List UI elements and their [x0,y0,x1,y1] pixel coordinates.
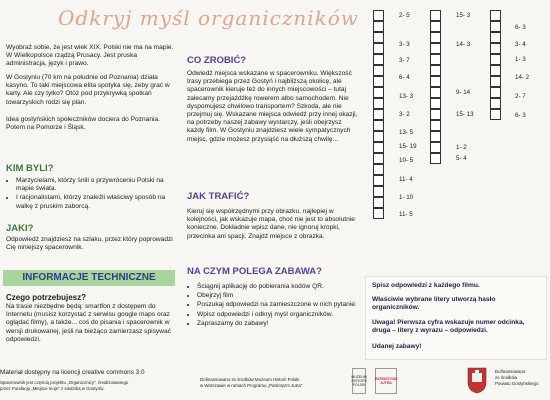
gostyn-text: W Gostyniu (70 km na południe od Poznania) działa kasyno. To taki miejscowa elita spotyka się, żeby grać w karty. Ale czy tylko? Otóż pod przykrywką spotkań towarzyskich rodzi się plan. [6,74,170,106]
list-item: • Zapraszamy do zabawy! [197,320,365,328]
cell-label: 1- 2 [456,144,467,151]
answer-cell[interactable] [430,54,441,65]
answer-cell[interactable] [490,43,501,54]
answer-cell[interactable] [430,142,441,153]
cell-label: 15- 13 [456,111,474,118]
answer-cell[interactable] [430,32,441,43]
answer-cell[interactable] [430,120,441,131]
cell-label: 3- 3 [399,41,410,48]
cell-label: 13- 3 [399,93,414,100]
cell-label: 3- 7 [399,57,410,64]
answer-cell[interactable] [373,109,384,120]
cell-label: 5- 4 [456,155,467,162]
powiat-note: Dofinansowano [495,369,526,374]
jaki-heading: JAKI? [6,223,34,234]
cell-label: 2- 7 [515,93,526,100]
powiat-coat-of-arms-icon [466,366,488,394]
answer-cell[interactable] [373,153,384,164]
answer-cell[interactable] [430,153,441,164]
funding-note: w Warszawie w ramach Programu „Patriotyzm Jutra” [200,383,303,388]
answer-cell[interactable] [373,208,384,219]
answer-cell[interactable] [373,21,384,32]
answer-cell[interactable] [373,197,384,208]
instruction-line: Udanej zabawy! [372,343,422,350]
answer-cell[interactable] [430,21,441,32]
powiat-note: Powiatu Gostyńskiego [495,381,539,386]
list-item: • Poszukaj odpowiedzi na zamieszczone w nich pytanie. [197,301,365,309]
cell-label: 15- 19 [399,143,417,150]
answer-cell[interactable] [373,43,384,54]
kim-byli-heading: KIM BYLI? [6,163,54,174]
cell-label: 10- 5 [399,157,414,164]
answer-cell[interactable] [373,76,384,87]
cell-label: 6- 3 [515,112,526,119]
cell-label: 6- 3 [515,24,526,31]
answer-cell[interactable] [373,54,384,65]
answer-cell[interactable] [430,76,441,87]
answer-cell[interactable] [373,65,384,76]
answer-cell[interactable] [373,175,384,186]
idea-text: Idea gostyńskich społeczników dociera do Poznania. Potem na Pomorze i Śląsk. [6,116,160,132]
jak-trafic-heading: JAK TRAFIĆ? [187,191,250,202]
answer-cell[interactable] [373,98,384,109]
answer-cell[interactable] [373,186,384,197]
answer-cell[interactable] [430,10,441,21]
cell-label: 6- 4 [399,74,410,81]
zabawa-list [187,283,365,329]
cell-label: 13- 5 [399,129,414,136]
cell-label: 15- 3 [456,12,471,19]
jaki-text: Odpowiedź znajdziesz na szlaku, przez który poprowadzi Cię niniejszy spacerownik. [6,236,173,252]
list-item: • Marzycielami, którzy śnili o przywróceniu Polski na mapie świata. [16,177,174,193]
answer-cell[interactable] [430,43,441,54]
cell-label: 3- 2 [399,111,410,118]
answer-cell[interactable] [373,120,384,131]
zabawa-heading: NA CZYM POLEGA ZABAWA? [187,266,322,277]
answer-cell[interactable] [490,65,501,76]
page-title: Odkryj myśl organiczników [58,6,359,30]
cell-label: 14- 2 [515,74,530,81]
cell-label: 11- 4 [399,176,413,183]
answer-cell[interactable] [373,142,384,153]
answer-cell[interactable] [490,87,501,98]
funding-note: Dofinansowano ze środków Muzeum Historii Polski [200,377,300,382]
answer-cell[interactable] [430,131,441,142]
answer-cell[interactable] [430,109,441,120]
answer-cell[interactable] [430,98,441,109]
answer-cell[interactable] [490,98,501,109]
answer-cell[interactable] [373,10,384,21]
patriotyzm-jutra-logo: PATRIOTYZM JUTRA [375,368,397,394]
need-text: Na trasie niezbędne będą: smartfon z dostępem do Internetu (musisz korzystać z serwisu google maps oraz oglądać filmy), a także... coś do pisania i spacerownik w wersji drukowanej, jeśli na bieżąco zamierzasz spisywać odpowiedzi. [6,303,171,343]
co-zrobic-text: Odwiedź miejsca wskazane w spacerowniku. Większość trasy przebiega przez Gostyń i najbliższą okolicę, ale spacerownik kieruje też do innych miejscowości – tutaj zalecamy przejażdżkę rowerem albo samochodem. Nie dyspomujesz chwilowo transportem? Szkoda, ale nie przejmuj się. Wskazane miejsca odwiedź przy innej okazji, na potrzeby naszej zabawy wystarczy, jeśli obejrzysz każdy film. W Gostyniu znajdziesz wiele sympatycznych miejsc, gdzie możesz przysiąść na dłuższą chwilę... [187,70,358,143]
answer-cell[interactable] [373,32,384,43]
answer-cell[interactable] [373,131,384,142]
jak-trafic-text: Kieruj się współrzędnymi przy obrazku, najlepiej w kolejności, jak wskazuje mapa, choć nie jest to absolutnie konieczne. Dokładnie wpisz dane, nie ignoruj kropki, przecinka ani spacji. Znajdź miejsce z obrazka. [187,208,355,240]
cell-label: 1- 3 [515,56,526,63]
answer-cell[interactable] [490,10,501,21]
instruction-line: Uwaga! Pierwsza cyfra wskazuje numer odcinka, druga – litery z wyrazu – odpowiedzi. [372,319,525,335]
answer-cell[interactable] [490,54,501,65]
footer-note: Spacerownik jest częścią projektu „Organicznicy”, zrealizowanego [0,380,129,385]
answer-cell[interactable] [430,87,441,98]
intro-text: Wyobraź sobie, że jest wiek XIX. Polski nie ma na mapie. W Wielkopolsce rządzą Prusacy. Jest pruska administracja, język i prawo. [6,44,174,68]
list-item: • Ściągnij aplikację do pobierania kodów QR. [197,283,365,291]
answer-cell[interactable] [490,32,501,43]
cell-label: 9- 14 [456,89,471,96]
instruction-line: Właściwie wybrane litery utworzą hasło organiczników. [372,296,496,312]
kim-byli-list [6,177,174,212]
license-text: Materiał dostępny na licencji creative commons 3.0 [0,369,145,376]
answer-cell[interactable] [373,87,384,98]
answer-cell[interactable] [490,109,501,120]
co-zrobic-heading: CO ZROBIĆ? [187,55,247,66]
answer-cell[interactable] [490,21,501,32]
cell-label: 3- 4 [515,41,526,48]
list-item: • Wpisz odpowiedzi i odkryj myśl organiczników. [197,311,365,319]
need-heading: Czego potrzebujesz? [6,293,87,302]
cell-label: 11- 5 [399,211,413,218]
list-item: • I racjonalistami, którzy znaleźli właściwy sposób na walkę z pruskim zaborcą. [16,194,174,210]
cell-label: 1- 10 [399,194,414,201]
answer-cell[interactable] [373,164,384,175]
cell-label: 14- 3 [456,41,471,48]
powiat-note: ze środków [495,375,518,380]
list-item: • Obejrzyj film [197,292,365,300]
answer-cell[interactable] [490,76,501,87]
answer-cell[interactable] [430,65,441,76]
instruction-line: Spisz odpowiedzi z każdego filmu. [372,282,480,289]
muzeum-historii-polski-logo: MUZEUM HISTORII POLSKI [352,368,366,394]
tech-title: INFORMACJE TECHNICZNE [22,272,156,283]
footer-note: przez Fundację „Miejsce moje” z siedzibą w Gostyniu. [0,386,105,391]
cell-label: 2- 5 [399,12,410,19]
